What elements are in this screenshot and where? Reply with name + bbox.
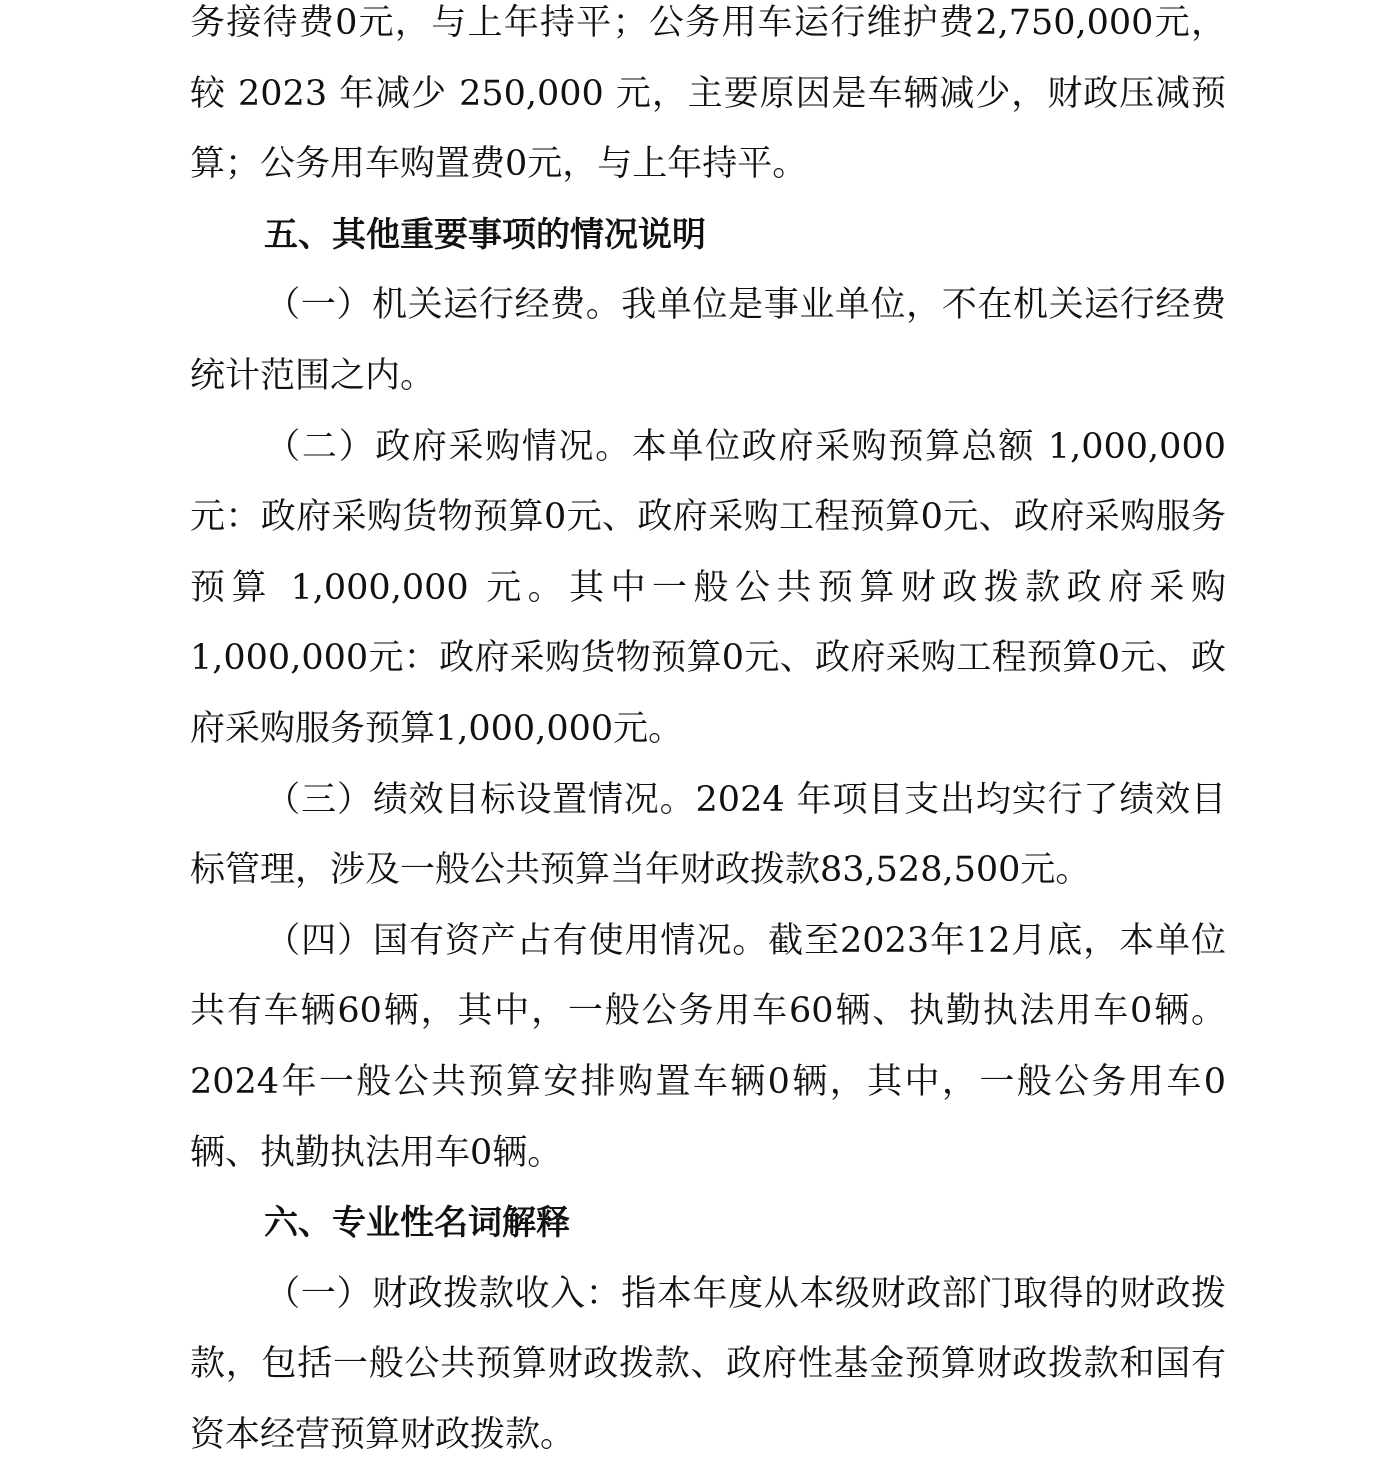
paragraph-vehicle-costs: 务接待费0元，与上年持平；公务用车运行维护费2,750,000元，较 2023 年减少 250,000 元，主要原因是车辆减少，财政压减预算；公务用车购置费0元，与上年持平。	[190, 3, 1226, 185]
paragraph-performance-targets	[190, 765, 1226, 906]
paragraph-lead: （四）国有资产占有使用情况。	[265, 920, 769, 961]
paragraph-lead: （二）政府采购情况。	[265, 426, 632, 467]
paragraph-lead: （一）机关运行经费。	[265, 285, 622, 326]
paragraph-body: 我单位是事业单位，不在机关运行经费统计范围之内。	[190, 285, 1226, 396]
section-heading-other-matters: 五、其他重要事项的情况说明	[264, 214, 706, 255]
document-page	[190, 0, 1226, 1470]
paragraph-operating-expenses	[190, 270, 1226, 411]
paragraph-lead: （三）绩效目标设置情况。	[265, 779, 696, 820]
paragraph-body: 指本年度从本级财政部门取得的财政拨款，包括一般公共预算财政拨款、政府性基金预算财政拨款和国有资本经营预算财政拨款。	[190, 1273, 1226, 1455]
paragraph-lead: （一）财政拨款收入：	[265, 1273, 622, 1314]
paragraph-body: 本单位政府采购预算总额 1,000,000元：政府采购货物预算0元、政府采购工程预算0元、政府采购服务预算 1,000,000 元。其中一般公共预算财政拨款政府采购1,000,000元：政府采购货物预算0元、政府采购工程预算0元、政府采购服务预算1,000,000元。	[190, 426, 1226, 749]
paragraph-body: 2024 年项目支出均实行了绩效目标管理，涉及一般公共预算当年财政拨款83,528,500元。	[190, 779, 1226, 891]
paragraph-body: 截至2023年12月底，本单位共有车辆60辆，其中，一般公务用车60辆、执勤执法用车0辆。2024年一般公共预算安排购置车辆0辆，其中，一般公务用车0辆、执勤执法用车0辆。	[190, 920, 1226, 1173]
paragraph-state-assets	[190, 906, 1226, 1188]
paragraph-fiscal-appropriation	[190, 1259, 1226, 1470]
paragraph-government-procurement	[190, 412, 1226, 765]
section-heading-terms: 六、专业性名词解释	[264, 1203, 570, 1244]
